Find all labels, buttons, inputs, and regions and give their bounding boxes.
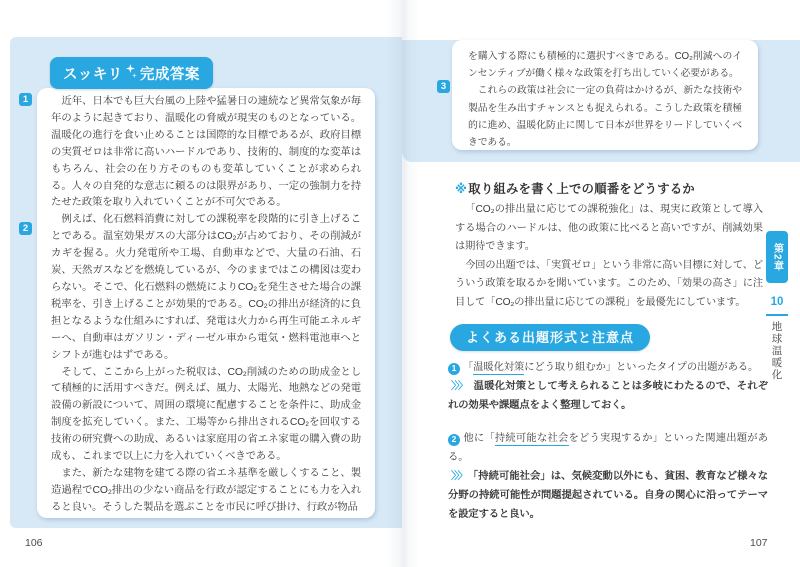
faq-question xyxy=(448,358,768,377)
faq-question xyxy=(448,429,768,467)
reference-mark-icon: ※ xyxy=(455,182,468,196)
triple-chevron-icon: 〉〉〉 xyxy=(451,381,467,392)
sparkle-icon xyxy=(125,64,138,82)
note-heading-text: 取り組みを書く上での順番をどうするか xyxy=(468,182,696,196)
badge-label-left: スッキリ xyxy=(63,66,123,83)
point-marker-3: 3 xyxy=(437,80,450,93)
question-text-pre: 他に「 xyxy=(463,433,495,444)
circled-number-1-icon: 1 xyxy=(448,363,460,375)
section-title-vertical xyxy=(766,321,788,407)
badge-label-right: 完成答案 xyxy=(139,66,200,83)
answer-paragraph-1: 近年、日本でも巨大台風の上陸や猛暑日の連続など異常気象が毎年のように起きており、温暖化の脅威が現実のものとなっている。温暖化の進行を食い止めることは国際的な目標であるが、政府目標の実質ゼロは非常に高いハードルであり、技術的、制度的な変革はもちろん、社会の在り方そのものも変革していくことが求められる。人々の自発的な意志に頼るのは限界があり、一定の強制力を持たせた政策を取り入れていくことが不可欠である。 xyxy=(51,96,361,209)
advice-text: 「持続可能社会」は、気候変動以外にも、貧困、教育など様々な分野の持続可能性が問題提起されている。自身の関心に沿ってテーマを設定すると良い。 xyxy=(448,471,768,520)
key-term-underlined: 温暖化対策 xyxy=(473,362,525,373)
answer-paragraph-2: 例えば、化石燃料消費に対しての課税率を段階的に引き上げることである。温室効果ガスの大部分はCO₂が占めており、その削減がカギを握る。火力発電所や工場、自動車などで、大量の石油、石炭、天然ガスなどを燃焼しているが、今のままではこの構図は変わらない。そこで、化石燃料の燃焼によりCO₂を発生させた場合の課税率を、引き上げることが効果的である。CO₂の排出が経済的に負担となるような仕組みにすれば、発電は火力から再生可能エネルギーへ、自動車はガソリン・ディーゼル車から電気・燃料電池車へとシフトが進むはずである。 xyxy=(51,214,361,361)
question-text-pre: 「 xyxy=(463,362,474,373)
tab-divider xyxy=(766,314,788,316)
faq-item-2 xyxy=(448,429,768,524)
key-term-underlined: 持続可能な社会 xyxy=(494,433,569,444)
page-number-right: 107 xyxy=(750,537,768,549)
answer-paragraph-3: そして、ここから上がった税収は、CO₂削減のための助成金として積極的に活用すべきだ。例えば、風力、太陽光、地熱などの発電設備の新設について、周囲の環境に配慮することを条件に、助成金制度を拡充していく。また、工場等から排出されるCO₂を回収する技術の研究費への助成、あるいは家庭用の省エネ家電の購入費の助成も、これまで以上に力を入れていくべきである。 xyxy=(51,366,361,463)
faq-advice xyxy=(448,377,768,415)
triple-chevron-icon: 〉〉〉 xyxy=(451,471,467,482)
note-paragraph-2: 今回の出題では、「実質ゼロ」という非常に高い目標に対して、どういう政策を取るかを聞いています。このため、「効果の高さ」に注目して「CO₂の排出量に応じての課税」を最優先にしています。 xyxy=(455,259,763,308)
faq-list xyxy=(448,358,768,524)
order-note-section xyxy=(455,179,763,313)
section-title-text: 地球温暖化 xyxy=(770,321,783,381)
model-answer-box-left xyxy=(37,88,375,518)
point-marker-2: 2 xyxy=(19,222,32,235)
chapter-label: 第2章 xyxy=(771,242,783,272)
circled-number-2-icon: 2 xyxy=(448,434,460,446)
note-paragraph-1: 「CO₂の排出量に応じての課税強化」は、現実に政策として導入する場合のハードルは、他の政策に比べると高いですが、削減効果は期待できます。 xyxy=(455,204,763,253)
page-number-left: 106 xyxy=(25,537,43,549)
advice-text: 温暖化対策として考えられることは多岐にわたるので、それぞれの効果や課題点をよく整理しておく。 xyxy=(448,381,768,411)
answer-paragraph-6: これらの政策は社会に一定の負荷はかけるが、新たな技術や製品を生み出すチャンスとも捉えられる。こうした政策を積極的に進め、温暖化防止に関して日本が世界をリードしていくべきである。 xyxy=(468,85,742,149)
faq-advice xyxy=(448,467,768,524)
question-text-post: をどう実現するか」といった関連出題がある。 xyxy=(448,433,768,463)
faq-item-1 xyxy=(448,358,768,415)
faq-section-title: よくある出題形式と注意点 xyxy=(450,324,650,351)
section-number: 10 xyxy=(770,296,784,308)
chapter-tab xyxy=(766,231,788,283)
model-answer-box-right xyxy=(452,40,758,150)
point-marker-1: 1 xyxy=(19,93,32,106)
model-answer-badge xyxy=(50,57,213,89)
answer-paragraph-5: を購入する際にも積極的に選択すべきである。CO₂削減へのインセンティブが働く様々な政策を打ち出していく必要がある。 xyxy=(468,51,742,80)
answer-paragraph-4: また、新たな建物を建てる際の省エネ基準を厳しくすること、製造過程でCO₂排出の少ない商品を行政が認定することにも力を入れると良い。そうした製品を選ぶことを市民に呼び掛け、行政が物品 xyxy=(51,467,361,513)
question-text-post: にどう取り組むか」といったタイプの出題がある。 xyxy=(524,362,759,373)
note-heading xyxy=(455,179,763,197)
